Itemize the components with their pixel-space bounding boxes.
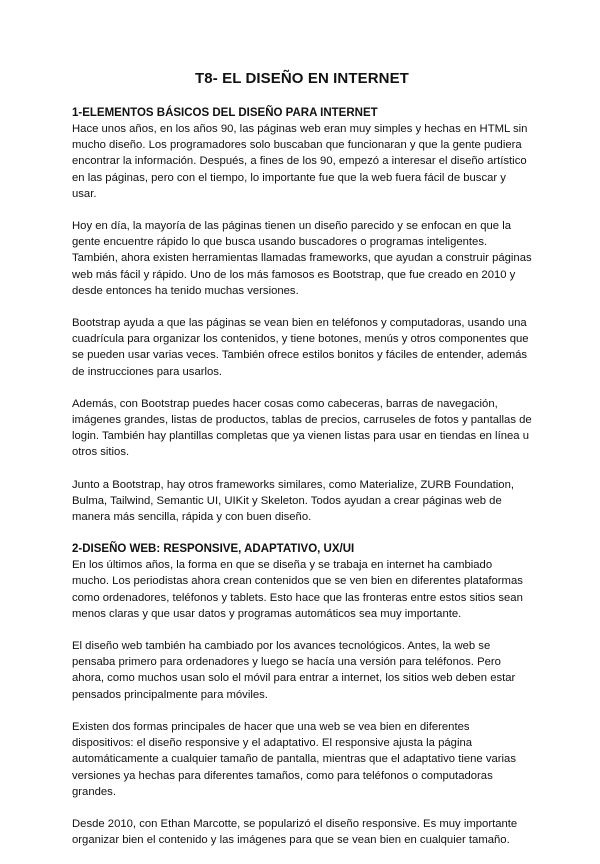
- section-1: [72, 105, 532, 525]
- paragraph: Existen dos formas principales de hacer que una web se vea bien en diferentes dispositivos: el diseño responsive y el adaptativo. El responsive ajusta la página automáticamente a cualquier tamaño de pantalla, mientras que el adaptativo tiene varias versiones ya hechas para diferentes tamaños, como para teléfonos o computadoras grandes.: [72, 720, 516, 798]
- paragraph: Además, con Bootstrap puedes hacer cosas como cabeceras, barras de navegación, imágenes grandes, listas de productos, tablas de precios, carruseles de fotos y pantallas de login. También hay plantillas completas que ya vienen listas para usar en tiendas en línea u otros sitios.: [72, 397, 532, 459]
- document-page: [72, 70, 532, 864]
- paragraph: Desde 2010, con Ethan Marcotte, se popularizó el diseño responsive. Es muy importante organizar bien el contenido y las imágenes para que se vean bien en cualquier tamaño.: [72, 817, 518, 847]
- paragraph: Junto a Bootstrap, hay otros frameworks similares, como Materialize, ZURB Foundation, Bulma, Tailwind, Semantic UI, UIKit y Skeleton. Todos ayudan a crear páginas web de manera más sencilla, rápida y con buen diseño.: [72, 478, 515, 524]
- section-heading: 2-DISEÑO WEB: RESPONSIVE, ADAPTATIVO, UX/UI: [72, 543, 355, 556]
- section-2: [72, 541, 532, 848]
- paragraph: Bootstrap ayuda a que las páginas se vean bien en teléfonos y computadoras, usando una cuadrícula para organizar los contenidos, y tiene botones, menús y otros componentes que se pueden usar varias veces. También ofrece estilos bonitos y fáciles de entender, además de instrucciones para usarlos.: [72, 317, 529, 378]
- paragraph: El diseño web también ha cambiado por los avances tecnológicos. Antes, la web se pensaba primero para ordenadores y luego se hacía una versión para teléfonos. Pero ahora, como muchos usan solo el móvil para entrar a internet, los sitios web deben estar pensados principalmente para móviles.: [72, 640, 516, 701]
- document-title: T8- EL DISEÑO EN INTERNET: [195, 70, 409, 87]
- paragraph: En los últimos años, la forma en que se diseña y se trabaja en internet ha cambiado mucho. Los periodistas ahora crean contenidos que se ven bien en diferentes plataformas como ordenadores, teléfonos y tablets. Esto hace que las fronteras entre estos sitios sean menos claras y que usar datos y programas automáticos sea muy importante.: [72, 559, 523, 620]
- paragraph: Hoy en día, la mayoría de las páginas tienen un diseño parecido y se enfocan en que la gente encuentre rápido lo que busca usando buscadores o programas inteligentes. También, ahora existen herramientas llamadas frameworks, que ayudan a construir páginas web más fácil y rápido. Uno de los más famosos es Bootstrap, que fue creado en 2010 y desde entonces ha tenido muchas versiones.: [72, 220, 532, 297]
- paragraph: Hace unos años, en los años 90, las páginas web eran muy simples y hechas en HTML sin mucho diseño. Los programadores solo buscaban que funcionaran y que la gente pudiera encontrar la información. Después, a fines de los 90, empezó a interesar el diseño artístico en las páginas, pero con el tiempo, lo importante fue que la web fuera fácil de buscar y usar.: [72, 123, 528, 200]
- section-heading: 1-ELEMENTOS BÁSICOS DEL DISEÑO PARA INTERNET: [72, 107, 378, 119]
